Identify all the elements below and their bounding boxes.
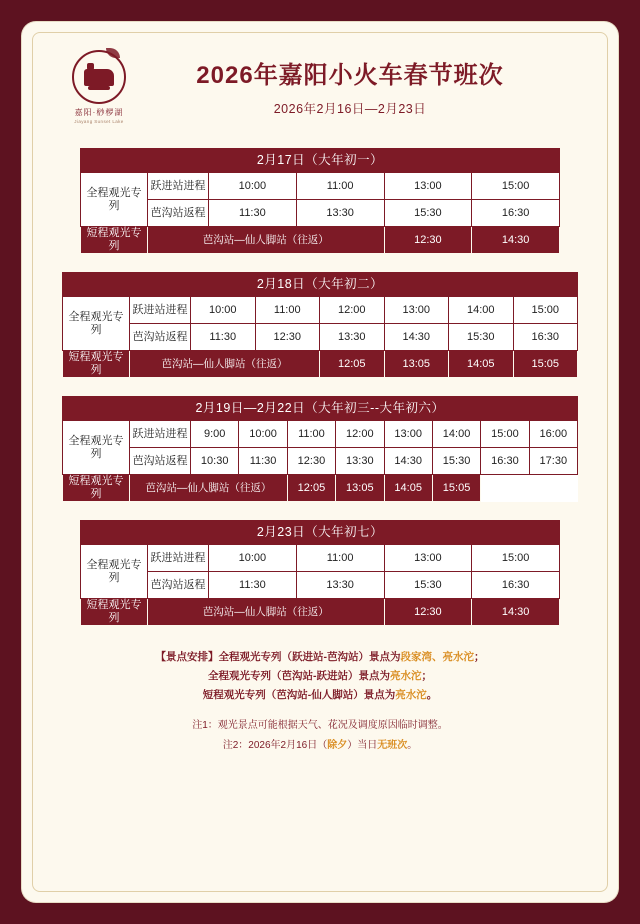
note2-text-a: 注2：2026年2月16日（ xyxy=(222,740,328,751)
time-cell: 17:30 xyxy=(529,448,577,475)
time-cell: 11:30 xyxy=(209,200,297,227)
time-cell: 15:30 xyxy=(449,324,514,351)
time-cell: 11:30 xyxy=(191,324,256,351)
note-line2-highlight: 亮水沱 xyxy=(390,670,422,682)
block-date-title: 2月23日（大年初七） xyxy=(80,520,560,544)
table-row xyxy=(63,448,578,475)
table-row xyxy=(81,572,560,599)
time-cell: 9:00 xyxy=(191,421,239,448)
table-row xyxy=(81,545,560,572)
note-line2-text: 全程观光专列（芭沟站-跃进站）景点为 xyxy=(208,670,390,682)
page-title: 2026年嘉阳小火车春节班次 xyxy=(196,62,504,89)
note-line1-highlight: 段家湾、亮水沱 xyxy=(400,651,474,663)
row-label-outbound: 跃进站进程 xyxy=(148,173,209,200)
time-cell: 14:05 xyxy=(449,351,514,378)
time-cell: 12:30 xyxy=(384,599,472,626)
time-cell: 13:00 xyxy=(384,297,449,324)
brand-logo xyxy=(56,50,142,126)
time-cell: 10:00 xyxy=(239,421,287,448)
time-cell: 11:00 xyxy=(296,173,384,200)
time-cell: 12:30 xyxy=(384,227,472,254)
time-cell: 14:30 xyxy=(472,227,560,254)
time-cell: 11:30 xyxy=(209,572,297,599)
block-date-title: 2月18日（大年初二） xyxy=(62,272,578,296)
time-cell: 13:30 xyxy=(296,200,384,227)
time-cell: 11:30 xyxy=(239,448,287,475)
logo-name-en: Jiayang Sunset Lake xyxy=(74,119,124,124)
table-row xyxy=(63,421,578,448)
time-cell: 16:00 xyxy=(529,421,577,448)
note2-text-b: ）当日 xyxy=(347,740,378,751)
time-cell: 12:30 xyxy=(287,448,335,475)
schedule-block-1 xyxy=(80,148,560,254)
time-cell: 13:30 xyxy=(336,448,384,475)
note-line3-end: 。 xyxy=(426,689,438,701)
row-label-outbound: 跃进站进程 xyxy=(130,297,191,324)
time-cell: 14:30 xyxy=(472,599,560,626)
time-cell: 14:30 xyxy=(384,324,449,351)
block-date-title: 2月19日—2月22日（大年初三--大年初六） xyxy=(62,396,578,420)
note2-highlight-2: 无班次 xyxy=(377,740,408,751)
note2-text-end: 。 xyxy=(407,740,418,751)
note-2 xyxy=(75,737,565,755)
time-cell: 15:30 xyxy=(384,572,472,599)
time-cell: 13:05 xyxy=(336,475,384,502)
note-line-3 xyxy=(75,686,565,705)
row-label-short: 短程观光专列 xyxy=(63,475,130,502)
block-date-title: 2月17日（大年初一） xyxy=(80,148,560,172)
table-row-short xyxy=(81,599,560,626)
time-cell: 15:00 xyxy=(472,173,560,200)
page-subtitle: 2026年2月16日—2月23日 xyxy=(273,102,427,116)
time-cell: 12:00 xyxy=(336,421,384,448)
schedule-table xyxy=(62,420,578,502)
table-row-short xyxy=(63,351,578,378)
time-cell: 15:05 xyxy=(513,351,578,378)
table-row xyxy=(81,200,560,227)
short-route-cell: 芭沟站—仙人脚站（往返） xyxy=(148,599,385,626)
row-label-full: 全程观光专列 xyxy=(81,173,148,227)
time-cell: 16:30 xyxy=(513,324,578,351)
time-cell: 10:00 xyxy=(209,545,297,572)
time-cell: 14:30 xyxy=(384,448,432,475)
table-row-short xyxy=(81,227,560,254)
poster-page xyxy=(22,22,618,902)
time-cell: 15:05 xyxy=(432,475,480,502)
time-cell: 16:30 xyxy=(472,200,560,227)
time-cell: 13:00 xyxy=(384,421,432,448)
time-cell: 11:00 xyxy=(255,297,320,324)
time-cell: 11:00 xyxy=(287,421,335,448)
time-cell: 13:00 xyxy=(384,173,472,200)
time-cell: 12:05 xyxy=(320,351,385,378)
train-logo-icon xyxy=(72,50,126,104)
short-route-cell: 芭沟站—仙人脚站（往返） xyxy=(130,351,320,378)
note-line-2 xyxy=(75,667,565,686)
notes-section xyxy=(75,648,565,755)
row-label-outbound: 跃进站进程 xyxy=(148,545,209,572)
time-cell: 12:05 xyxy=(287,475,335,502)
time-cell: 15:00 xyxy=(481,421,529,448)
time-cell: 11:00 xyxy=(296,545,384,572)
schedule-block-3 xyxy=(62,396,578,502)
row-label-inbound: 芭沟站返程 xyxy=(148,200,209,227)
time-cell: 14:00 xyxy=(432,421,480,448)
row-label-inbound: 芭沟站返程 xyxy=(148,572,209,599)
logo-name-cn: 嘉阳·桫椤湖 xyxy=(74,108,124,117)
note-line-1 xyxy=(75,648,565,667)
time-cell: 15:00 xyxy=(513,297,578,324)
time-cell: 15:00 xyxy=(472,545,560,572)
time-cell: 10:30 xyxy=(191,448,239,475)
row-label-outbound: 跃进站进程 xyxy=(130,421,191,448)
table-row-short xyxy=(63,475,578,502)
note2-highlight-1: 除夕 xyxy=(327,740,348,751)
time-cell: 12:00 xyxy=(320,297,385,324)
time-cell: 16:30 xyxy=(481,448,529,475)
row-label-full: 全程观光专列 xyxy=(63,421,130,475)
row-label-inbound: 芭沟站返程 xyxy=(130,324,191,351)
table-row xyxy=(63,297,578,324)
time-cell: 13:30 xyxy=(296,572,384,599)
note-line1-text: 全程观光专列（跃进站-芭沟站）景点为 xyxy=(218,651,401,663)
row-label-short: 短程观光专列 xyxy=(81,599,148,626)
time-cell: 14:00 xyxy=(449,297,514,324)
time-cell: 14:05 xyxy=(384,475,432,502)
time-cell: 13:30 xyxy=(320,324,385,351)
table-row xyxy=(81,173,560,200)
schedule-block-2 xyxy=(62,272,578,378)
time-cell: 15:30 xyxy=(384,200,472,227)
row-label-short: 短程观光专列 xyxy=(63,351,130,378)
row-label-short: 短程观光专列 xyxy=(81,227,148,254)
note-line2-end: ； xyxy=(421,670,432,682)
note-line3-text: 短程观光专列（芭沟站-仙人脚站）景点为 xyxy=(202,689,396,701)
time-cell: 10:00 xyxy=(209,173,297,200)
short-route-cell: 芭沟站—仙人脚站（往返） xyxy=(130,475,288,502)
note-1: 注1：观光景点可能根据天气、花况及调度原因临时调整。 xyxy=(192,720,448,731)
time-cell: 15:30 xyxy=(432,448,480,475)
row-label-full: 全程观光专列 xyxy=(81,545,148,599)
poster-header xyxy=(22,22,618,134)
note-prefix: 【景点安排】 xyxy=(155,651,219,663)
row-label-inbound: 芭沟站返程 xyxy=(130,448,191,475)
note-line1-end: ； xyxy=(474,651,485,663)
time-cell: 16:30 xyxy=(472,572,560,599)
schedule-block-4 xyxy=(80,520,560,626)
schedule-table xyxy=(80,544,560,626)
schedule-table xyxy=(62,296,578,378)
short-route-cell: 芭沟站—仙人脚站（往返） xyxy=(148,227,385,254)
note-line3-highlight: 亮水沱 xyxy=(395,689,427,701)
table-row xyxy=(63,324,578,351)
row-label-full: 全程观光专列 xyxy=(63,297,130,351)
time-cell: 10:00 xyxy=(191,297,256,324)
time-cell: 13:05 xyxy=(384,351,449,378)
time-cell: 13:00 xyxy=(384,545,472,572)
schedule-table xyxy=(80,172,560,254)
time-cell: 12:30 xyxy=(255,324,320,351)
